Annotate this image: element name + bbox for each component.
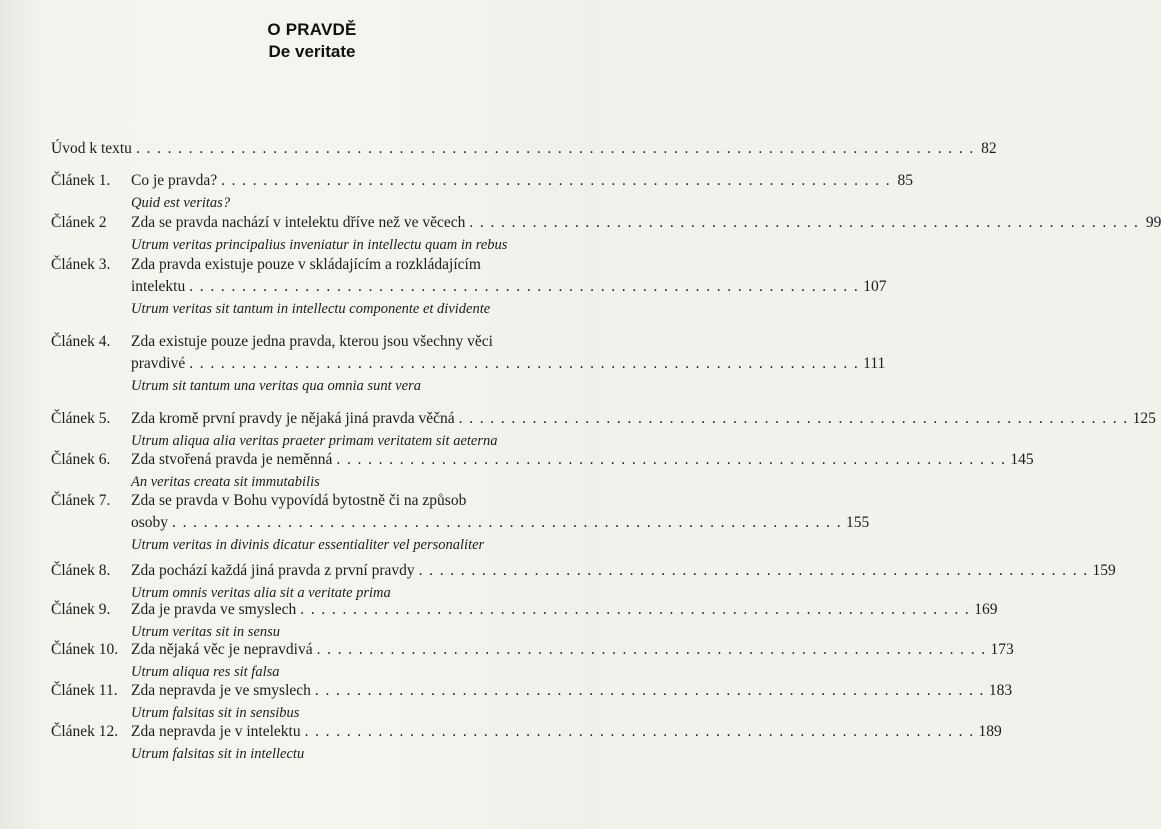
article-title: Zda pravda existuje pouze v skládajícím a rozkládajícím: [131, 256, 481, 273]
latin-title: Utrum sit tantum una veritas qua omnia sunt vera: [131, 378, 421, 394]
toc-line: [51, 170, 914, 192]
toc-line: [51, 680, 1013, 702]
latin-title: Utrum aliqua alia veritas praeter primam veritatem sit aeterna: [131, 433, 498, 449]
toc-line: [51, 276, 887, 298]
leader-dots: . . . . . . . . . . . . . . . . . . . . . . . . . . . . . . . . . . . . . . . . . . . . . . . . . . . . . . . . . . . . . . . .: [189, 278, 860, 295]
article-label: Článek 12.: [51, 723, 119, 740]
leader-dots: . . . . . . . . . . . . . . . . . . . . . . . . . . . . . . . . . . . . . . . . . . . . . . . . . . . . . . . . . . . . . . . .: [172, 514, 842, 531]
leader-dots: . . . . . . . . . . . . . . . . . . . . . . . . . . . . . . . . . . . . . . . . . . . . . . . . . . . . . . . . . . . . . . . .: [304, 723, 975, 740]
toc-line: [51, 449, 1034, 471]
toc-line: [51, 512, 870, 534]
latin-title: An veritas creata sit immutabilis: [131, 474, 320, 490]
toc-page-number: 82: [981, 140, 997, 157]
article-title: Zda nepravda je ve smyslech: [131, 682, 311, 699]
toc-line: [51, 254, 556, 276]
heading: [0, 20, 600, 62]
toc-page-number: 169: [974, 601, 998, 618]
latin-title: Utrum veritas sit in sensu: [131, 624, 281, 640]
leader-dots: . . . . . . . . . . . . . . . . . . . . . . . . . . . . . . . . . . . . . . . . . . . . . . . . . . . . . . . . . . . . . . . .: [469, 214, 1140, 231]
leader-dots: . . . . . . . . . . . . . . . . . . . . . . . . . . . . . . . . . . . . . . . . . . . . . . . . . . . . . . . . . . . . . . . .: [300, 601, 971, 618]
article-title: pravdivé: [131, 355, 186, 372]
leader-dots: . . . . . . . . . . . . . . . . . . . . . . . . . . . . . . . . . . . . . . . . . . . . . . . . . . . . . . . . . . . . . . . . . . . . . . . . . . . . . . . .: [135, 140, 975, 157]
article-label: Článek 7.: [51, 492, 111, 509]
toc-line: [51, 560, 1116, 582]
article-title: intelektu: [131, 278, 186, 295]
article-title: Zda kromě první pravdy je nějaká jiná pravda věčná: [131, 410, 455, 427]
article-label: Článek 1.: [51, 172, 111, 189]
toc-line: [51, 639, 1014, 661]
article-label: Článek 6.: [51, 451, 111, 468]
leader-dots: . . . . . . . . . . . . . . . . . . . . . . . . . . . . . . . . . . . . . . . . . . . . . . . . . . . . . . . . . . . . . . . .: [418, 562, 1089, 579]
leader-dots: . . . . . . . . . . . . . . . . . . . . . . . . . . . . . . . . . . . . . . . . . . . . . . . . . . . . . . . . . . . . . . . .: [314, 682, 985, 699]
latin-title: Utrum veritas principalius inveniatur in intellectu quam in rebus: [131, 237, 508, 253]
leader-dots: . . . . . . . . . . . . . . . . . . . . . . . . . . . . . . . . . . . . . . . . . . . . . . . . . . . . . . . . . . . . . . . .: [458, 410, 1129, 427]
article-label: Článek 11.: [51, 682, 118, 699]
toc-page-number: 183: [988, 682, 1013, 699]
article-label: Článek 9.: [51, 601, 111, 618]
toc-line: [51, 599, 998, 621]
article-title: Zda je pravda ve smyslech: [131, 601, 297, 618]
article-title: Co je pravda?: [131, 172, 218, 189]
toc-page-number: 173: [990, 641, 1014, 658]
leader-dots: . . . . . . . . . . . . . . . . . . . . . . . . . . . . . . . . . . . . . . . . . . . . . . . . . . . . . . . . . . . . . . . .: [221, 172, 892, 189]
latin-title: Utrum omnis veritas alia sit a veritate prima: [131, 585, 391, 601]
page-subtitle: De veritate: [268, 42, 356, 61]
article-title: osoby: [131, 514, 169, 531]
toc-line: [51, 212, 1161, 234]
toc-entry-title: Úvod k textu: [51, 140, 132, 157]
article-label: Článek 4.: [51, 333, 111, 350]
toc-page-number: 155: [845, 514, 870, 531]
article-label: Článek 2: [51, 214, 107, 231]
toc-line: [51, 331, 556, 353]
leader-dots: . . . . . . . . . . . . . . . . . . . . . . . . . . . . . . . . . . . . . . . . . . . . . . . . . . . . . . . . . . . . . . . .: [336, 451, 1007, 468]
toc-line: [51, 490, 556, 512]
article-title: Zda existuje pouze jedna pravda, kterou jsou všechny věci: [131, 333, 493, 350]
toc-page-number: 107: [863, 278, 887, 295]
article-label: Článek 10.: [51, 641, 119, 658]
article-title: Zda pochází každá jiná pravda z první pravdy: [131, 562, 415, 579]
article-title: Zda nepravda je v intelektu: [131, 723, 301, 740]
article-title: Zda se pravda nachází v intelektu dříve než ve věcech: [131, 214, 466, 231]
page-title: O PRAVDĚ: [267, 20, 357, 39]
latin-title: Utrum aliqua res sit falsa: [131, 664, 280, 680]
toc-page-number: 85: [897, 172, 914, 189]
toc-page-number: 111: [863, 355, 886, 372]
article-title: Zda stvořená pravda je neměnná: [131, 451, 333, 468]
toc-entry-intro: [51, 138, 997, 160]
latin-title: Quid est veritas?: [131, 195, 231, 211]
toc-page-number: 99: [1145, 214, 1161, 231]
toc-line: [51, 353, 886, 375]
latin-title: Utrum veritas sit tantum in intellectu componente et dividente: [131, 301, 491, 317]
toc-line: [51, 721, 1002, 743]
latin-title: Utrum veritas in divinis dicatur essentialiter vel personaliter: [131, 537, 485, 553]
article-title: Zda nějaká věc je nepravdivá: [131, 641, 313, 658]
toc-page-number: 145: [1010, 451, 1034, 468]
article-title: Zda se pravda v Bohu vypovídá bytostně či na způsob: [131, 492, 467, 509]
toc-page-number: 125: [1132, 410, 1156, 427]
leader-dots: . . . . . . . . . . . . . . . . . . . . . . . . . . . . . . . . . . . . . . . . . . . . . . . . . . . . . . . . . . . . . . . .: [189, 355, 860, 372]
leader-dots: . . . . . . . . . . . . . . . . . . . . . . . . . . . . . . . . . . . . . . . . . . . . . . . . . . . . . . . . . . . . . . . .: [316, 641, 987, 658]
toc-page-number: 189: [978, 723, 1002, 740]
article-label: Článek 8.: [51, 562, 111, 579]
latin-title: Utrum falsitas sit in intellectu: [131, 746, 305, 762]
toc-line: [51, 408, 1156, 430]
article-label: Článek 5.: [51, 410, 111, 427]
toc-page-number: 159: [1092, 562, 1116, 579]
article-label: Článek 3.: [51, 256, 111, 273]
latin-title: Utrum falsitas sit in sensibus: [131, 705, 300, 721]
